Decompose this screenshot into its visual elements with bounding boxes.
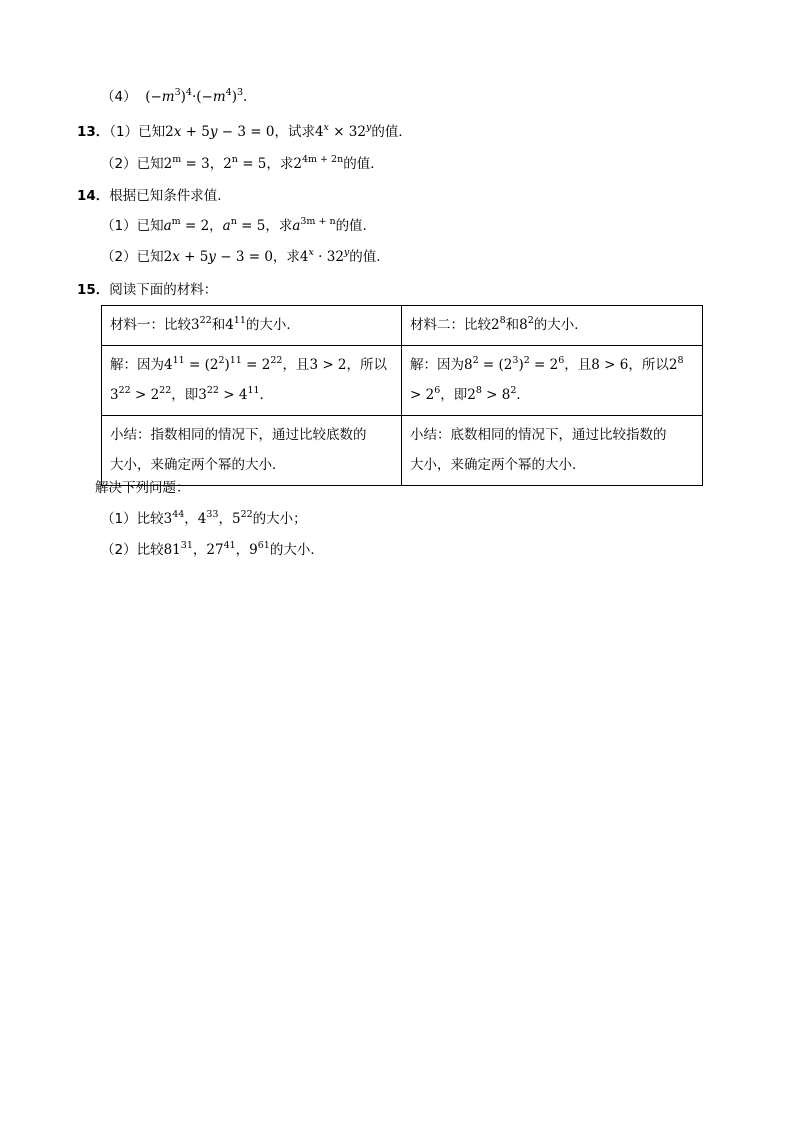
q13-part1-expr: $4^x \times 32^y$ <box>314 122 372 140</box>
q12-part4 <box>101 87 247 107</box>
q14-title: 14．根据已知条件求值. <box>77 188 222 204</box>
material-2-heading: 材料二：比较$2^8$和$8^2$的大小． <box>402 306 703 346</box>
material-1-heading: 材料一：比较$3^{22}$和$4^{11}$的大小． <box>102 306 402 346</box>
q14-part1: （1）已知$a^m = 2$，$a^n = 5$，求$a^{3m + n}$的值. <box>101 216 367 234</box>
material-1-solution-line1: 解：因为$4^{11} = (2^2)^{11} = 2^{22}$，且3 > 2，所以 <box>110 355 388 373</box>
material-2-solution-line1: 解：因为$8^2 = (2^3)^2 = 2^6$，且8 > 6，所以$2^8$ <box>410 355 684 373</box>
q15-number: 15． <box>77 282 110 298</box>
q15-part2: （2）比较$81^{31}$，$27^{41}$，$9^{61}$的大小． <box>101 540 324 558</box>
q14-part1-eq1: $a^m = 2$ <box>163 216 210 234</box>
table-row <box>102 416 703 486</box>
q14-part1-expr: $a^{3m + n}$ <box>292 216 336 234</box>
q15-solve-heading: 解决下列问题： <box>95 480 190 496</box>
q13-part2-expr: $2^{4m + 2n}$ <box>293 154 344 172</box>
q13-number: 13． <box>77 124 110 140</box>
material-1-solution-line2: $3^{22} > 2^{22}$，即$3^{22} > 4^{11}$． <box>110 385 274 403</box>
q14-part2-expr: $4^x \cdot 32^y$ <box>299 247 350 265</box>
q13-part1: 13．（1）已知2x + 5y − 3 = 0，试求$4^x \times 32^y$的值． <box>77 122 412 140</box>
q14-number: 14． <box>77 188 110 204</box>
table-row <box>102 346 703 416</box>
q14-part2-equation: 2x + 5y − 3 = 0 <box>163 249 273 265</box>
q14-part1-eq2: $a^n = 5$ <box>222 216 266 234</box>
material-2-solution <box>402 346 703 416</box>
table-row <box>102 306 703 346</box>
q13-part2-eq1: $2^m = 3$ <box>163 154 210 172</box>
q15-title: 15．阅读下面的材料： <box>77 282 218 298</box>
material-1-summary: 小结：指数相同的情况下，通过比较底数的 大小，来确定两个幂的大小． <box>102 416 402 486</box>
materials-table <box>101 305 703 486</box>
q13-part1-equation: 2x + 5y − 3 = 0 <box>165 124 275 140</box>
q12-part4-label: （4） <box>101 89 137 105</box>
q13-part2-eq2: $2^n = 5$ <box>223 154 267 172</box>
material-2-summary: 小结：底数相同的情况下，通过比较指数的 大小，来确定两个幂的大小． <box>402 416 703 486</box>
q12-part4-expr: $(-m^3)^4\cdot(-m^4)^3$. <box>145 87 248 105</box>
material-1-solution <box>102 346 402 416</box>
q15-part1: （1）比较$3^{44}$，$4^{33}$，$5^{22}$的大小； <box>101 509 307 527</box>
material-2-solution-line2: > $2^6$，即$2^8 > 8^2$． <box>410 385 530 403</box>
q14-part2: （2）已知2x + 5y − 3 = 0，求$4^x \cdot 32^y$的值. <box>101 247 381 265</box>
q13-part2: （2）已知$2^m = 3$，$2^n = 5$，求$2^{4m + 2n}$的值． <box>101 154 384 172</box>
